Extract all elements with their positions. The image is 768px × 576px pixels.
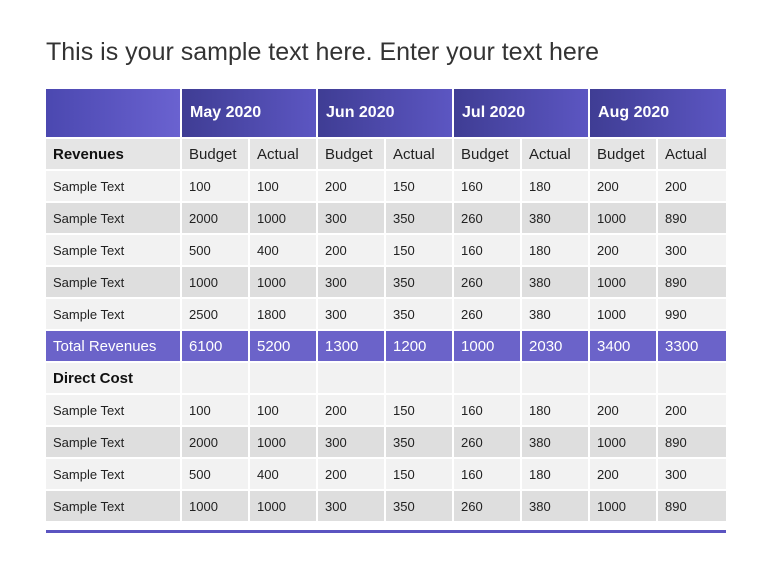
table-cell: 200 (318, 459, 386, 491)
table-cell: 200 (318, 171, 386, 203)
table-cell: 150 (386, 171, 454, 203)
empty-cell (182, 363, 250, 395)
row-label: Sample Text (46, 395, 182, 427)
table-row (46, 299, 726, 331)
subheader-actual: Actual (386, 139, 454, 171)
table-cell: 350 (386, 491, 454, 523)
month-header: Jul 2020 (454, 89, 590, 139)
table-cell: 350 (386, 203, 454, 235)
table-cell: 380 (522, 267, 590, 299)
subheader-actual: Actual (658, 139, 726, 171)
table-cell: 400 (250, 459, 318, 491)
table-cell: 300 (318, 299, 386, 331)
empty-cell (590, 363, 658, 395)
empty-cell (318, 363, 386, 395)
table-cell: 260 (454, 491, 522, 523)
table-cell: 200 (658, 171, 726, 203)
financial-table (46, 89, 726, 523)
subheader-budget: Budget (590, 139, 658, 171)
table-row (46, 491, 726, 523)
table-cell: 180 (522, 235, 590, 267)
table-cell: 180 (522, 395, 590, 427)
table-cell: 380 (522, 203, 590, 235)
row-label: Sample Text (46, 299, 182, 331)
table-cell: 200 (590, 459, 658, 491)
table-cell: 3400 (590, 331, 658, 363)
table-cell: 300 (318, 427, 386, 459)
table-cell: 150 (386, 459, 454, 491)
table-cell: 200 (318, 395, 386, 427)
table-row (46, 203, 726, 235)
table-row (46, 459, 726, 491)
table-cell: 200 (590, 395, 658, 427)
table-cell: 160 (454, 171, 522, 203)
subheader-actual: Actual (250, 139, 318, 171)
table-cell: 890 (658, 203, 726, 235)
table-cell: 1000 (590, 491, 658, 523)
table-cell: 300 (318, 203, 386, 235)
row-label: Sample Text (46, 267, 182, 299)
month-header-row (46, 89, 726, 139)
table-cell: 1300 (318, 331, 386, 363)
table-cell: 1800 (250, 299, 318, 331)
subheader-budget: Budget (318, 139, 386, 171)
row-label: Sample Text (46, 459, 182, 491)
table-cell: 500 (182, 459, 250, 491)
table-cell: 890 (658, 427, 726, 459)
month-header: Jun 2020 (318, 89, 454, 139)
table-cell: 200 (590, 235, 658, 267)
table-cell: 150 (386, 235, 454, 267)
table-cell: 1000 (250, 203, 318, 235)
empty-cell (522, 363, 590, 395)
table-cell: 350 (386, 299, 454, 331)
table-cell: 260 (454, 267, 522, 299)
table-cell: 200 (590, 171, 658, 203)
table-cell: 100 (250, 171, 318, 203)
table-cell: 1000 (590, 267, 658, 299)
table-cell: 990 (658, 299, 726, 331)
table-cell: 180 (522, 459, 590, 491)
table-cell: 1000 (590, 299, 658, 331)
table-row (46, 267, 726, 299)
table-row (46, 427, 726, 459)
total-revenues-row (46, 331, 726, 363)
empty-cell (454, 363, 522, 395)
table-row (46, 171, 726, 203)
subheader-budget: Budget (454, 139, 522, 171)
table-cell: 2500 (182, 299, 250, 331)
table-cell: 5200 (250, 331, 318, 363)
table-cell: 1000 (250, 491, 318, 523)
month-header: May 2020 (182, 89, 318, 139)
table-cell: 150 (386, 395, 454, 427)
row-label: Sample Text (46, 171, 182, 203)
table-cell: 890 (658, 491, 726, 523)
row-label: Sample Text (46, 235, 182, 267)
row-label: Sample Text (46, 427, 182, 459)
table-cell: 180 (522, 171, 590, 203)
subheader-actual: Actual (522, 139, 590, 171)
table-cell: 100 (182, 171, 250, 203)
section-label-revenues: Revenues (46, 139, 182, 171)
table-cell: 260 (454, 299, 522, 331)
table-row (46, 395, 726, 427)
table-cell: 890 (658, 267, 726, 299)
table-cell: 100 (182, 395, 250, 427)
table-cell: 1000 (250, 427, 318, 459)
cost-rows (46, 395, 726, 523)
table-cell: 350 (386, 267, 454, 299)
table-cell: 1000 (454, 331, 522, 363)
table-row (46, 235, 726, 267)
subheader-budget: Budget (182, 139, 250, 171)
table-cell: 400 (250, 235, 318, 267)
table-cell: 1000 (590, 203, 658, 235)
table-cell: 350 (386, 427, 454, 459)
row-label: Sample Text (46, 491, 182, 523)
revenue-rows (46, 171, 726, 331)
page-title: This is your sample text here. Enter your text here (46, 38, 600, 66)
table-cell: 160 (454, 235, 522, 267)
header-corner-cell (46, 89, 182, 139)
total-revenues-label: Total Revenues (46, 331, 182, 363)
table-cell: 1000 (182, 267, 250, 299)
table-cell: 2030 (522, 331, 590, 363)
section-label-direct-cost: Direct Cost (46, 363, 182, 395)
table-bottom-rule (46, 530, 726, 533)
empty-cell (386, 363, 454, 395)
table-cell: 160 (454, 459, 522, 491)
month-header: Aug 2020 (590, 89, 726, 139)
table-cell: 300 (318, 267, 386, 299)
table-cell: 260 (454, 203, 522, 235)
row-label: Sample Text (46, 203, 182, 235)
table-cell: 380 (522, 491, 590, 523)
table-cell: 300 (658, 459, 726, 491)
table-cell: 380 (522, 299, 590, 331)
table-cell: 6100 (182, 331, 250, 363)
table-cell: 1200 (386, 331, 454, 363)
table-cell: 2000 (182, 427, 250, 459)
table-cell: 1000 (590, 427, 658, 459)
table-cell: 300 (658, 235, 726, 267)
table-cell: 160 (454, 395, 522, 427)
table-cell: 2000 (182, 203, 250, 235)
direct-cost-row (46, 363, 726, 395)
table-cell: 260 (454, 427, 522, 459)
table-cell: 1000 (250, 267, 318, 299)
table-cell: 380 (522, 427, 590, 459)
table-cell: 300 (318, 491, 386, 523)
subheader-row (46, 139, 726, 171)
table-cell: 500 (182, 235, 250, 267)
empty-cell (658, 363, 726, 395)
table-cell: 200 (318, 235, 386, 267)
table-cell: 200 (658, 395, 726, 427)
empty-cell (250, 363, 318, 395)
table-cell: 100 (250, 395, 318, 427)
table-cell: 3300 (658, 331, 726, 363)
table-cell: 1000 (182, 491, 250, 523)
